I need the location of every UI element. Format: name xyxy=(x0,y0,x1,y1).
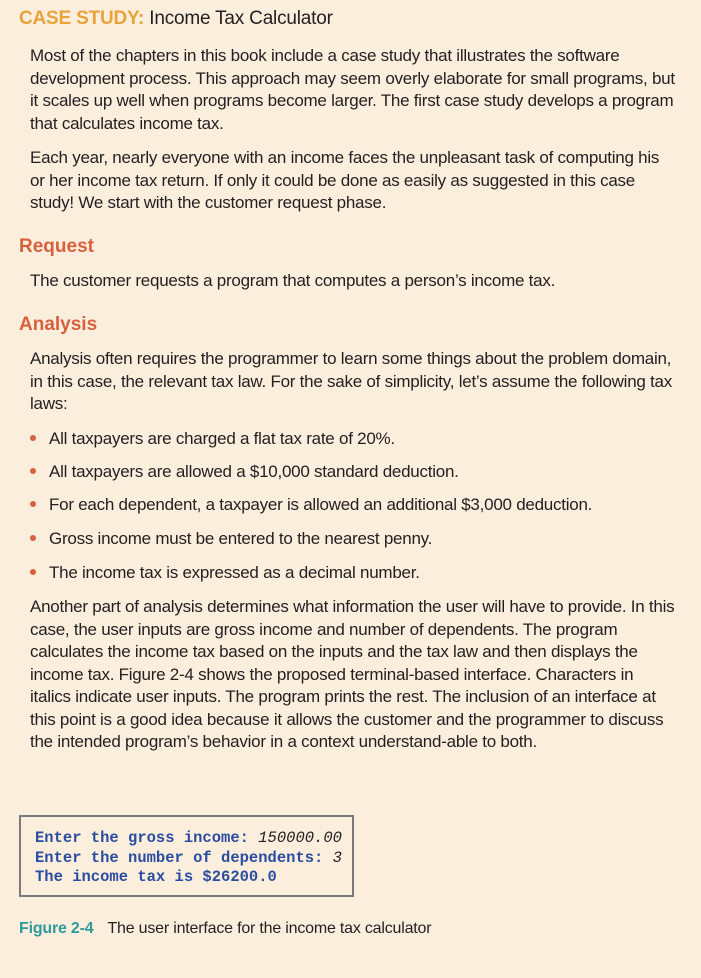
terminal-line-2 xyxy=(35,849,342,867)
bullet-icon xyxy=(30,535,36,541)
list-item-text: All taxpayers are charged a flat tax rate of 20%. xyxy=(49,429,395,448)
list-item xyxy=(30,428,670,450)
figure-caption xyxy=(19,920,431,938)
bullet-icon xyxy=(30,501,36,507)
bullet-icon xyxy=(30,435,36,441)
list-item xyxy=(30,494,670,516)
terminal-line-1 xyxy=(35,829,342,847)
case-study-name: Income Tax Calculator xyxy=(149,8,333,29)
terminal-interface-box xyxy=(19,815,354,897)
intro-paragraph-1: Most of the chapters in this book include a case study that illustrates the software development process. This approach may seem overly elaborate for small programs, but it scales up well when programs become larger. The first case study develops a program that calculates income tax. xyxy=(30,46,675,133)
case-study-label: CASE STUDY: xyxy=(19,8,145,29)
list-item xyxy=(30,562,670,584)
intro-paragraph-2: Each year, nearly everyone with an income faces the unpleasant task of computing his or her income tax return. If only it could be done as easily as suggested in this case study! We start with the customer request phase. xyxy=(30,148,660,212)
terminal-user-input: 3 xyxy=(332,849,342,867)
list-item xyxy=(30,528,670,550)
list-item-text: All taxpayers are allowed a $10,000 standard deduction. xyxy=(49,462,459,481)
bullet-icon xyxy=(30,569,36,575)
request-text: The customer requests a program that computes a person’s income tax. xyxy=(30,271,556,290)
terminal-user-input: 150000.00 xyxy=(258,829,342,847)
terminal-prompt: Enter the gross income: xyxy=(35,829,259,847)
bullet-icon xyxy=(30,468,36,474)
terminal-prompt: Enter the number of dependents: xyxy=(35,849,333,867)
case-study-title xyxy=(19,8,333,30)
list-item-text: The income tax is expressed as a decimal number. xyxy=(49,563,420,582)
list-item-text: For each dependent, a taxpayer is allowed an additional $3,000 deduction. xyxy=(49,495,593,514)
request-heading: Request xyxy=(19,236,94,257)
analysis-paragraph-1: Analysis often requires the programmer to learn some things about the problem domain, in this case, the relevant tax law. For the sake of simplicity, let’s assume the following tax laws: xyxy=(30,349,673,413)
terminal-line-3: The income tax is $26200.0 xyxy=(35,868,277,886)
figure-caption-text: The user interface for the income tax calculator xyxy=(107,920,432,937)
analysis-paragraph-2: Another part of analysis determines what information the user will have to provide. In this case, the user inputs are gross income and number of dependents. The program calculates the income tax based on the inputs and the tax law and then displays the income tax. Figure 2-4 shows the proposed terminal-based interface. Characters in italics indicate user inputs. The program prints the rest. The inclusion of an interface at this point is a good idea because it allows the customer and the programmer to discuss the intended program’s behavior in a context understand-able to both. xyxy=(30,597,675,751)
list-item-text: Gross income must be entered to the nearest penny. xyxy=(49,529,433,548)
analysis-heading: Analysis xyxy=(19,314,98,335)
list-item xyxy=(30,461,670,483)
figure-number: Figure 2-4 xyxy=(19,920,94,937)
